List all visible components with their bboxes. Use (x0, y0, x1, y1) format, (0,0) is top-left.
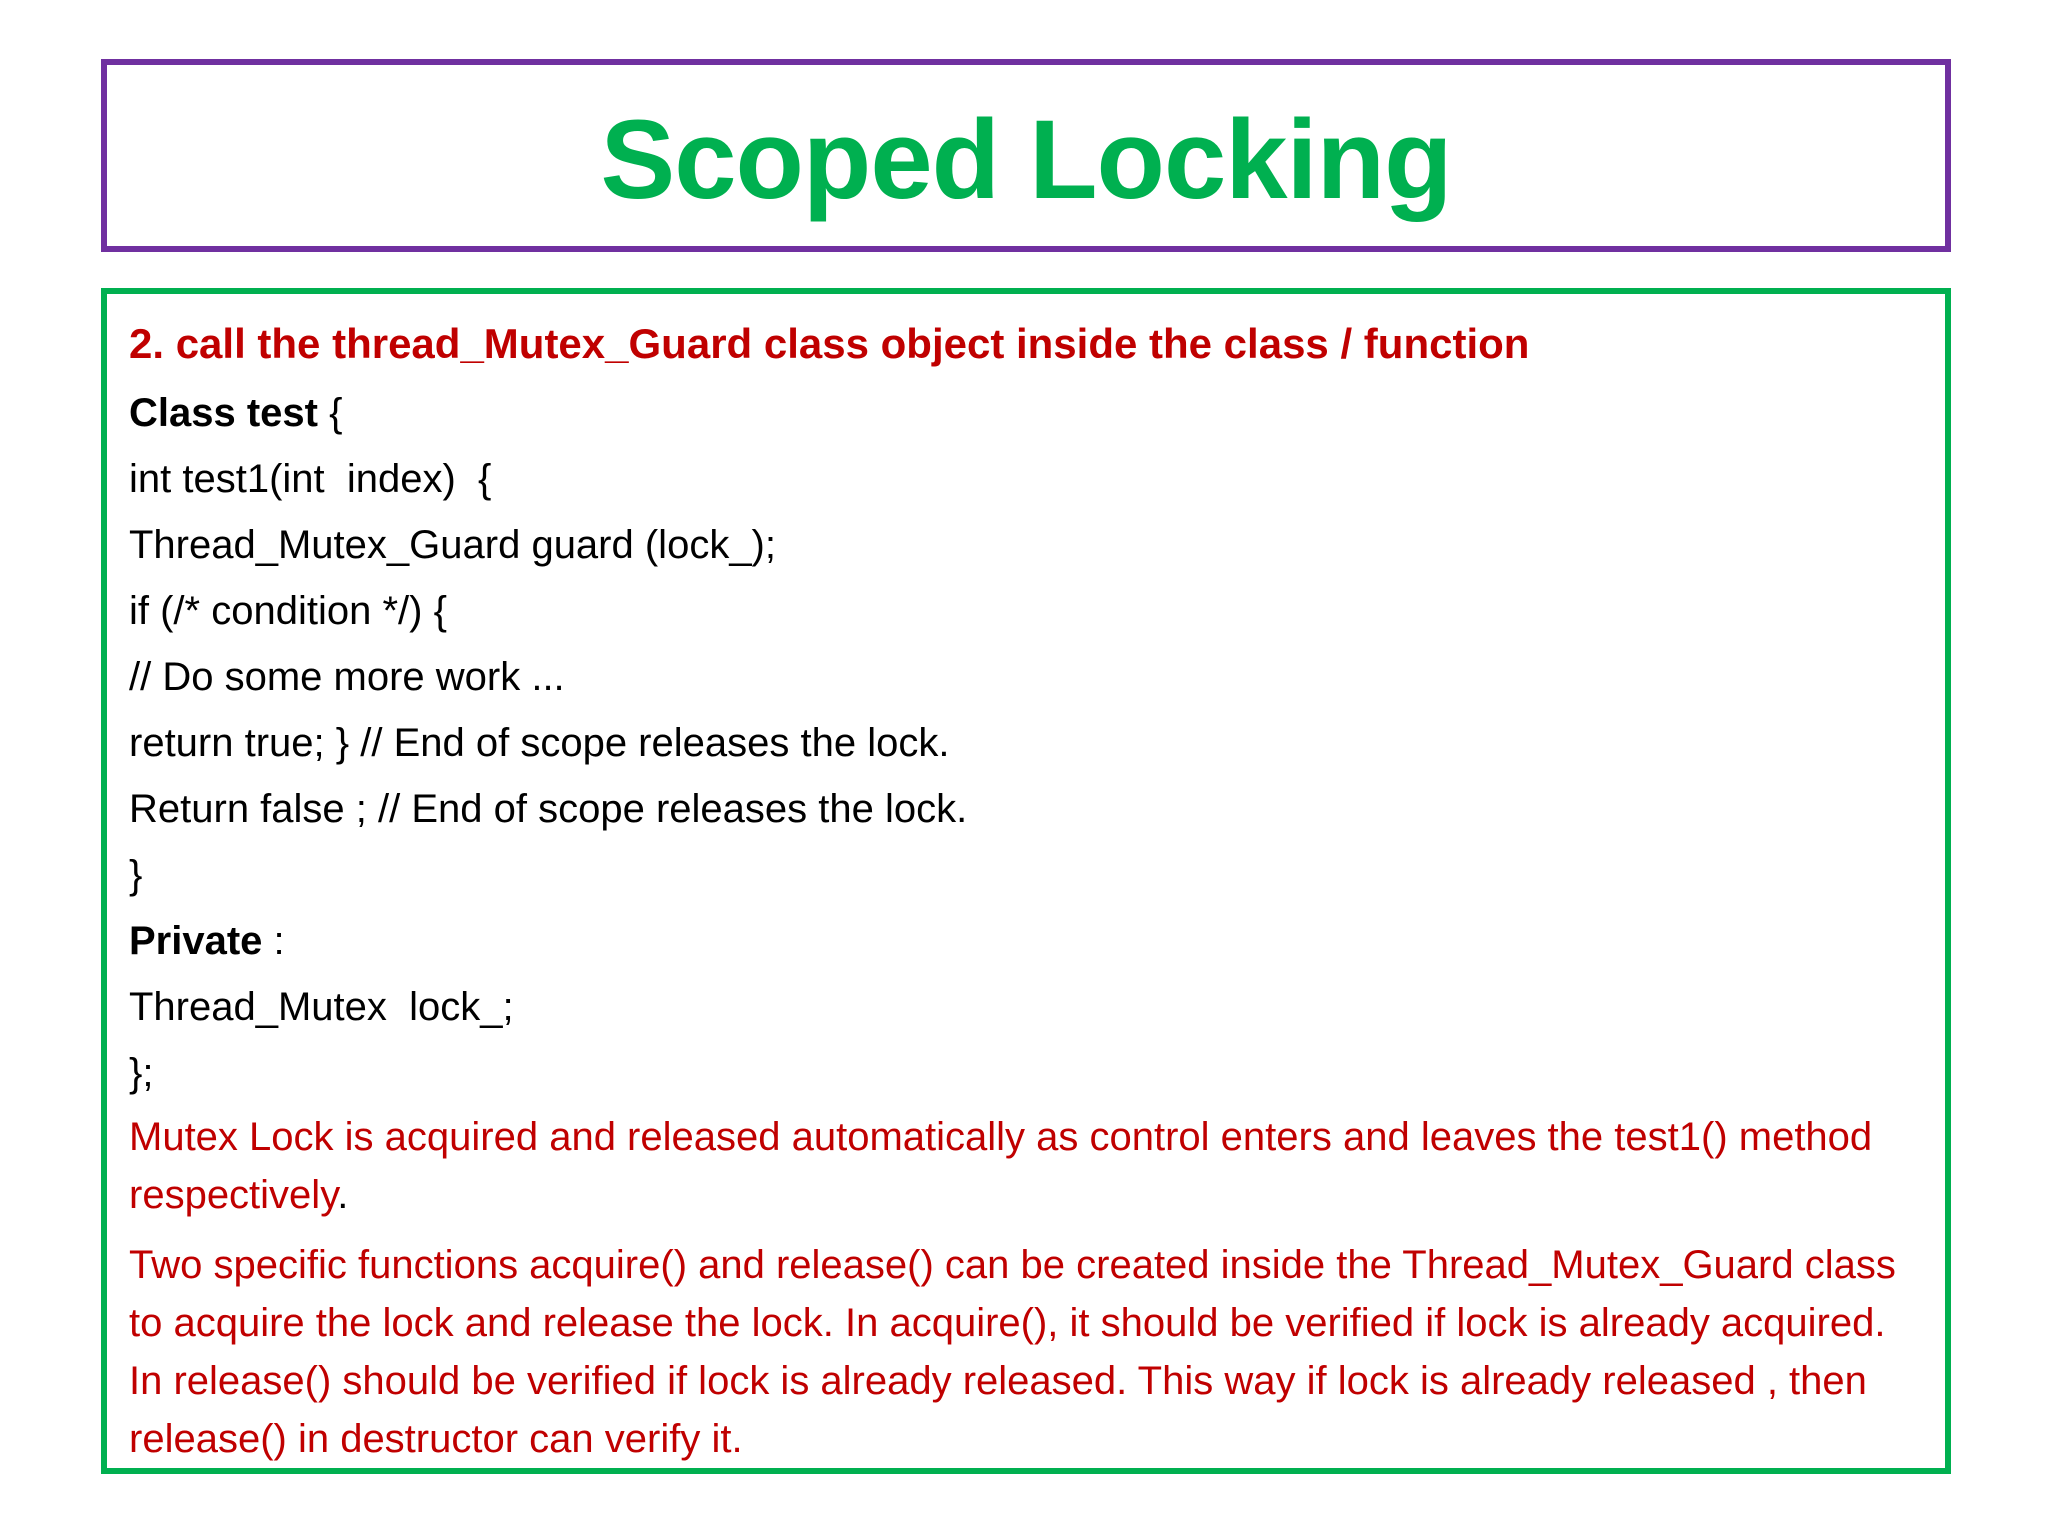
title-box (101, 59, 1951, 252)
content-box (101, 288, 1951, 1474)
code-line: Private : (129, 919, 285, 963)
note-acquire-release: Two specific functions acquire() and release() can be created inside the Thread_Mutex_Guard class to acquire the lock and release the lock. In acquire(), it should be verified if lock is already acquired. In release() should be verified if lock is already released. This way if lock is already released , then release() in destructor can verify it. (129, 1243, 1896, 1461)
code-line: }; (129, 1051, 154, 1095)
code-line: int test1(int index) { (129, 457, 492, 501)
code-line: Return false ; // End of scope releases the lock. (129, 787, 968, 831)
slide-title: Scoped Locking (600, 96, 1452, 222)
code-line: } (129, 853, 143, 897)
code-line: Class test { (129, 391, 343, 435)
note-mutex-lock: Mutex Lock is acquired and released automatically as control enters and leaves the test1() method respectively. (129, 1115, 1873, 1217)
code-line: return true; } // End of scope releases the lock. (129, 721, 950, 765)
code-listing (129, 380, 1927, 1106)
code-line: if (/* condition */) { (129, 589, 447, 633)
code-line: Thread_Mutex_Guard guard (lock_); (129, 523, 776, 567)
section-heading: 2. call the thread_Mutex_Guard class object inside the class / function (129, 320, 1530, 367)
code-line: Thread_Mutex lock_; (129, 985, 514, 1029)
code-line: // Do some more work ... (129, 655, 565, 699)
